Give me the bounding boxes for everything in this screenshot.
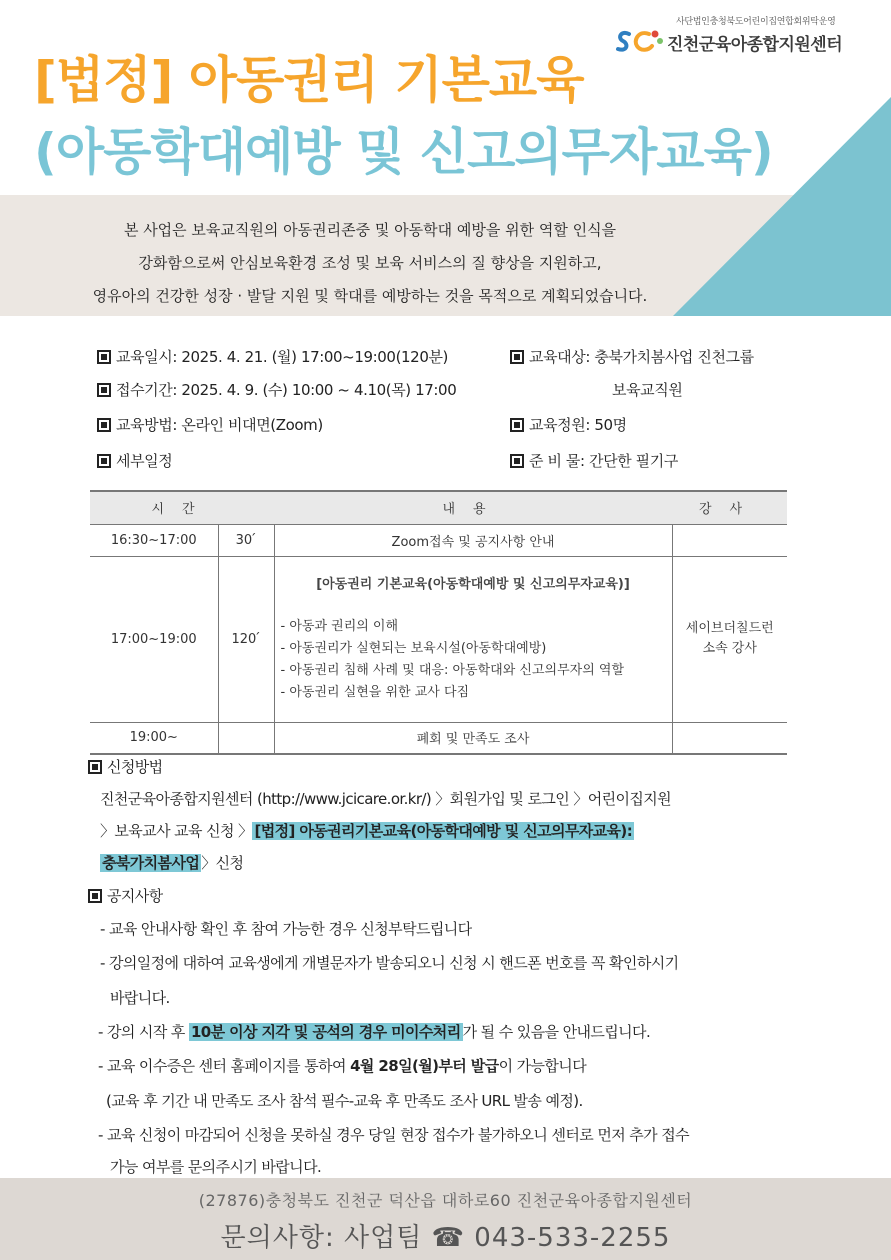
notice-item: - 교육 안내사항 확인 후 참여 가능한 경우 신청부탁드립니다 [100, 920, 472, 938]
apply-highlight: 충북가치봄사업 [102, 854, 200, 872]
table-row [90, 722, 787, 754]
list-item: - 아동권리 실현을 위한 교사 다짐 [280, 685, 470, 700]
info-reception: 접수기간: 2025. 4. 9. (수) 10:00 ~ 4.10(목) 17:00 [97, 379, 456, 400]
checkbox-icon [97, 418, 111, 432]
intro-line: 본 사업은 보육교직원의 아동권리존중 및 아동학대 예방을 위한 역할 인식을 [123, 221, 617, 239]
cell-time: 19:00~ [90, 722, 218, 754]
footer [0, 1178, 891, 1260]
table-row [90, 524, 787, 556]
info-method: 교육방법: 온라인 비대면(Zoom) [97, 414, 323, 435]
list-item: - 아동권리가 실현되는 보육시설(아동학대예방) [280, 641, 547, 656]
notice-item: (교육 후 기간 내 만족도 조사 참석 필수-교육 후 만족도 조사 URL 발송 예정). [106, 1092, 583, 1110]
content-list [281, 616, 666, 704]
checkbox-icon [88, 760, 102, 774]
apply-line: 〉보육교사 교육 신청 〉 [법정] 아동권리기본교육(아동학대예방 및 신고의무자교육): [100, 822, 633, 840]
table-header-row [90, 491, 787, 524]
cell-lecturer: 세이브더칠드런 소속 강사 [672, 556, 787, 722]
page-subtitle: (아동학대예방 및 신고의무자교육) [34, 123, 773, 181]
list-item: - 아동권리 침해 사례 및 대응: 아동학대와 신고의무자의 역할 [280, 663, 625, 678]
apply-highlight: [법정] 아동권리기본교육(아동학대예방 및 신고의무자교육): [254, 822, 633, 840]
cell-duration: 120 ́ [218, 556, 274, 722]
cell-time: 16:30~17:00 [90, 524, 218, 556]
info-target: 교육대상: 충북가치봄사업 진천그룹 [510, 346, 754, 367]
cell-content: Zoom접속 및 공지사항 안내 [274, 524, 672, 556]
checkbox-icon [510, 454, 524, 468]
apply-label: 신청방법 [88, 756, 163, 777]
table-header: 강사 [672, 491, 787, 524]
notice-item: - 강의 시작 후 10분 이상 지각 및 공석의 경우 미이수처리 가 될 수 있음을 안내드립니다. [98, 1023, 651, 1041]
cell-time: 17:00~19:00 [90, 556, 218, 722]
cell-duration: 30 ́ [218, 524, 274, 556]
checkbox-icon [97, 454, 111, 468]
phone-number: 043-533-2255 [474, 1223, 671, 1253]
footer-contact: 문의사항: 사업팀 ☎ 043-533-2255 [220, 1223, 671, 1253]
content-heading: [아동권리 기본교육(아동학대예방 및 신고의무자교육)] [316, 577, 630, 592]
table-header: 내용 [274, 491, 672, 524]
table-row [90, 556, 787, 722]
apply-line: 충북가치봄사업 〉신청 [102, 854, 244, 872]
notice-highlight: 10분 이상 지각 및 공석의 경우 미이수처리 [190, 1023, 461, 1041]
info-capacity: 교육정원: 50명 [510, 414, 627, 435]
checkbox-icon [510, 350, 524, 364]
info-date: 교육일시: 2025. 4. 21. (월) 17:00~19:00(120분) [97, 346, 448, 367]
info-materials: 준 비 물: 간단한 필기구 [510, 450, 678, 471]
notice-item: 가능 여부를 문의주시기 바랍니다. [110, 1158, 322, 1176]
notice-item: - 교육 신청이 마감되어 신청을 못하실 경우 당일 현장 접수가 불가하오니 센터로 먼저 추가 접수 [98, 1126, 689, 1144]
cell-lecturer [672, 722, 787, 754]
checkbox-icon [510, 418, 524, 432]
cell-content: 폐회 및 만족도 조사 [274, 722, 672, 754]
list-item: - 아동과 권리의 이해 [280, 619, 399, 634]
schedule-table [90, 490, 787, 755]
checkbox-icon [97, 350, 111, 364]
org-name: 진천군육아종합지원센터 [667, 35, 843, 55]
info-target-cont: 보육교직원 [612, 381, 683, 399]
table-header: 시간 [90, 491, 274, 524]
cell-duration [218, 722, 274, 754]
org-subtitle: 사단법인충청북도어린이집연합회위탁운영 [676, 17, 836, 27]
notice-item: - 강의일정에 대하여 교육생에게 개별문자가 발송되오니 신청 시 핸드폰 번호를 꼭 확인하시기 [100, 954, 679, 972]
intro-line: 강화함으로써 안심보육환경 조성 및 보육 서비스의 질 향상을 지원하고, [138, 254, 602, 272]
cell-lecturer [672, 524, 787, 556]
intro-line: 영유아의 건강한 성장 · 발달 지원 및 학대를 예방하는 것을 목적으로 계획되었습니다. [92, 287, 648, 305]
sc-logo-icon [615, 26, 665, 56]
phone-icon: ☎ [431, 1223, 466, 1253]
checkbox-icon [97, 383, 111, 397]
info-schedule-label: 세부일정 [97, 450, 172, 471]
footer-address: (27876)충청북도 진천군 덕산읍 대하로60 진천군육아종합지원센터 [198, 1191, 693, 1210]
apply-line: 진천군육아종합지원센터 (http://www.jcicare.or.kr/) 〉회원가입 및 로그인 〉어린이집지원 [100, 790, 672, 808]
notice-item: - 교육 이수증은 센터 홈페이지를 통하여 4월 28일(월)부터 발급이 가능합니다 [98, 1057, 587, 1075]
intro-text [0, 214, 740, 313]
page-title: [법정] 아동권리 기본교육 [34, 51, 584, 109]
notice-label: 공지사항 [88, 885, 163, 906]
cell-content [274, 556, 672, 722]
checkbox-icon [88, 889, 102, 903]
notice-item: 바랍니다. [110, 989, 170, 1007]
